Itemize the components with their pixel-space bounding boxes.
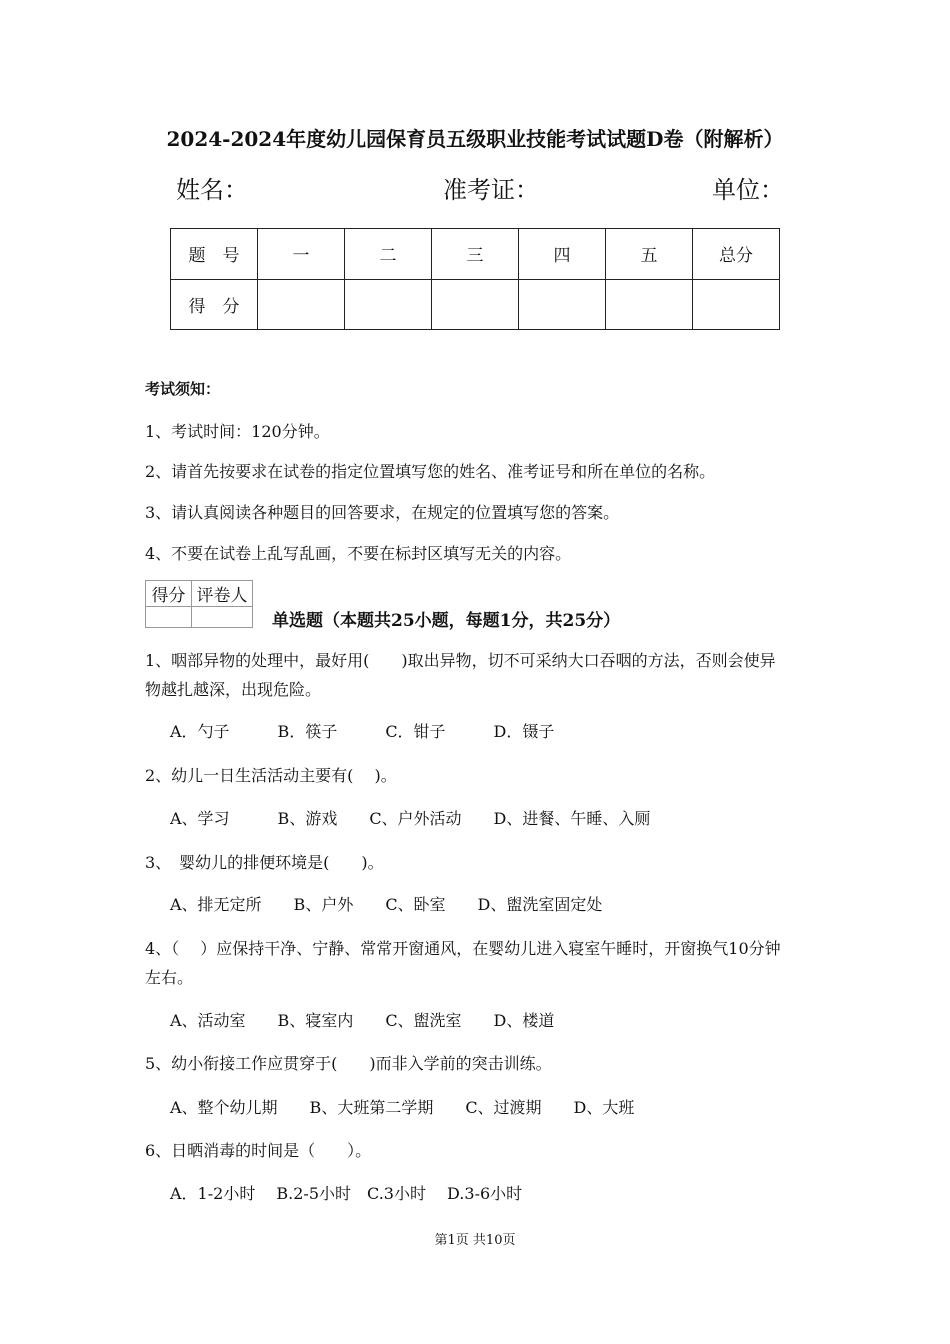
question-options: A、整个幼儿期 B、大班第二学期 C、过渡期 D、大班 (170, 1098, 635, 1117)
unit-field-label: 单位： (712, 176, 784, 204)
question-stem: 2、幼儿一日生活活动主要有( )。 (145, 766, 397, 785)
grader-score-label: 得分 (146, 581, 192, 607)
score-table-score-row (171, 279, 780, 330)
score-header-cell: 二 (345, 229, 432, 280)
score-input-cell[interactable] (432, 279, 519, 330)
notice-heading: 考试须知： (145, 380, 221, 398)
score-input-cell[interactable] (693, 279, 780, 330)
score-table (170, 228, 780, 330)
notice-item: 3、请认真阅读各种题目的回答要求，在规定的位置填写您的答案。 (145, 503, 620, 522)
question-stem: 4、（ ）应保持干净、宁静、常常开窗通风，在婴幼儿进入寝室午睡时，开窗换气10分钟 (145, 939, 781, 958)
question-stem: 1、咽部异物的处理中，最好用( )取出异物，切不可采纳大口吞咽的方法，否则会使异 (145, 651, 776, 670)
score-input-cell[interactable] (519, 279, 606, 330)
notice-item: 1、考试时间：120分钟。 (145, 422, 330, 441)
score-table-header-row (171, 229, 780, 280)
grader-score-cell[interactable] (146, 607, 192, 628)
question-options: A．勺子 B．筷子 C．钳子 D．镊子 (170, 722, 555, 741)
grader-box (145, 580, 253, 628)
question-options: A、排无定所 B、户外 C、卧室 D、盥洗室固定处 (170, 895, 603, 914)
question-stem: 6、日晒消毒的时间是（ ）。 (145, 1141, 372, 1160)
score-row-label: 得 分 (171, 279, 258, 330)
question-options: A．1-2小时 B.2-5小时 C.3小时 D.3-6小时 (170, 1184, 523, 1203)
notice-item: 4、不要在试卷上乱写乱画，不要在标封区填写无关的内容。 (145, 544, 572, 563)
score-header-cell: 三 (432, 229, 519, 280)
page-footer: 第1页 共10页 (434, 1233, 516, 1248)
question-stem: 物越扎越深，出现危险。 (145, 680, 322, 699)
score-header-cell: 四 (519, 229, 606, 280)
score-header-cell: 一 (258, 229, 345, 280)
question-stem: 3、 婴幼儿的排便环境是( )。 (145, 853, 384, 872)
exam-id-field-label: 准考证： (443, 176, 539, 204)
score-input-cell[interactable] (345, 279, 432, 330)
grader-name-cell[interactable] (192, 607, 253, 628)
question-stem: 左右。 (145, 968, 194, 987)
section-title: 单选题（本题共25小题，每题1分，共25分） (272, 611, 621, 631)
score-input-cell[interactable] (606, 279, 693, 330)
document-title: 2024-2024年度幼儿园保育员五级职业技能考试试题D卷（附解析） (166, 127, 784, 151)
grader-name-label: 评卷人 (192, 581, 253, 607)
question-options: A、活动室 B、寝室内 C、盥洗室 D、楼道 (170, 1011, 555, 1030)
score-header-cell: 五 (606, 229, 693, 280)
score-input-cell[interactable] (258, 279, 345, 330)
notice-item: 2、请首先按要求在试卷的指定位置填写您的姓名、准考证号和所在单位的名称。 (145, 462, 716, 481)
question-stem: 5、幼小衔接工作应贯穿于( )而非入学前的突击训练。 (145, 1054, 552, 1073)
score-header-cell: 题 号 (171, 229, 258, 280)
question-options: A、学习 B、游戏 C、户外活动 D、进餐、午睡、入厕 (170, 809, 651, 828)
name-field-label: 姓名： (176, 176, 248, 204)
score-header-cell: 总分 (693, 229, 780, 280)
